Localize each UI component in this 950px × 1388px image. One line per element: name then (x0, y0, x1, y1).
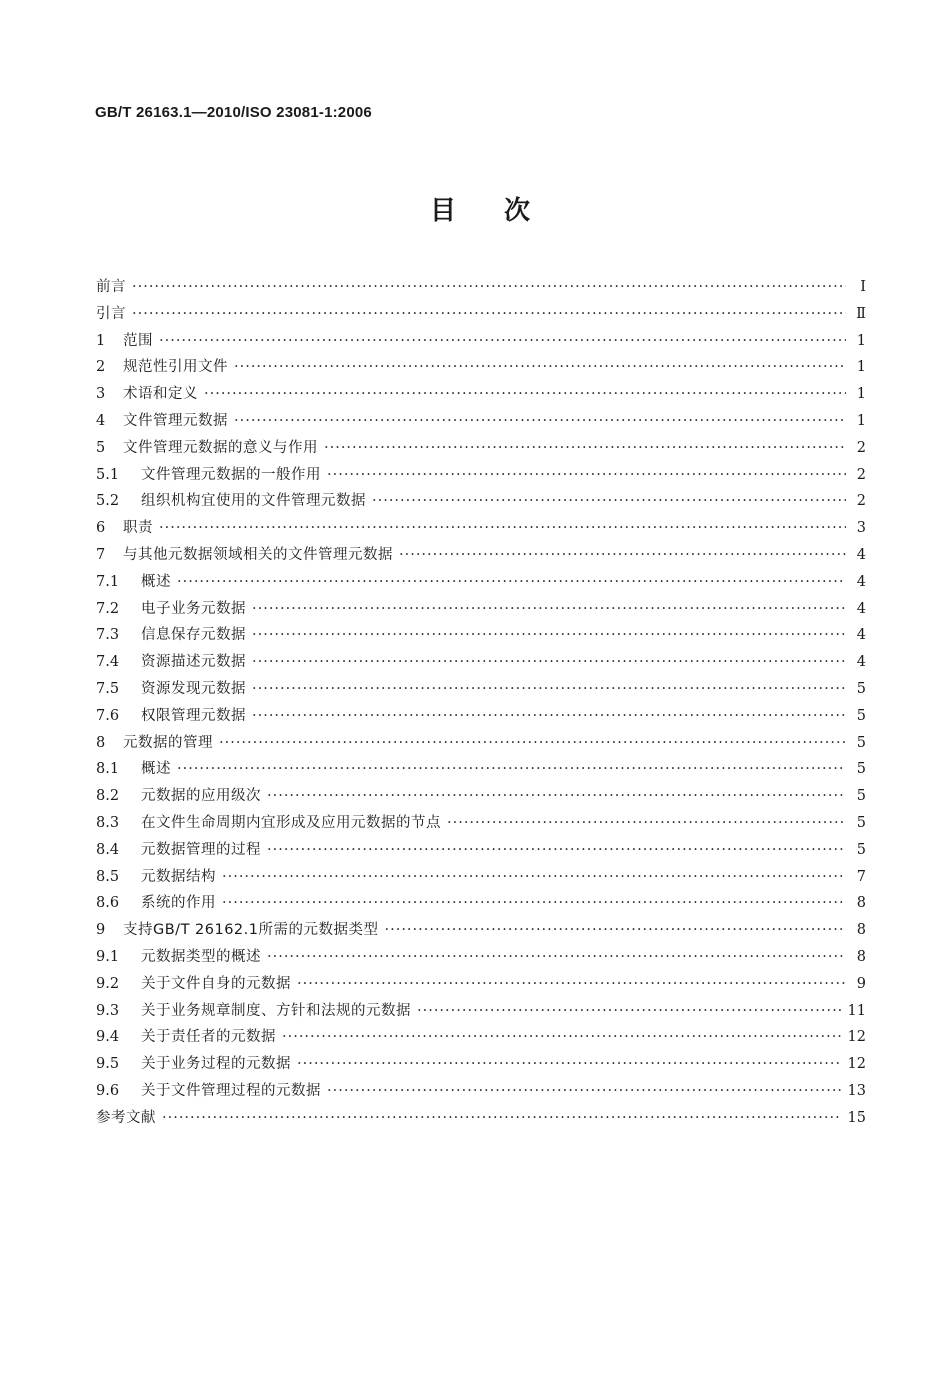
toc-entry-number: 8.5 (96, 868, 120, 885)
toc-entry-label: 资源描述元数据 (141, 654, 246, 671)
toc-entry-label: 概述 (141, 761, 171, 778)
toc-entry (96, 409, 866, 436)
toc-entry-number: 8.2 (96, 788, 120, 805)
toc-entry (96, 329, 866, 356)
toc-entry-page: 2 (856, 439, 866, 456)
toc-entry (96, 1025, 866, 1052)
toc-entry-page: 9 (856, 975, 866, 992)
toc-entry-label: 元数据类型的概述 (141, 948, 261, 965)
toc-entry-label: 术语和定义 (123, 386, 198, 403)
toc-entry (96, 489, 866, 516)
toc-entry-page: 2 (856, 466, 866, 483)
toc-entry (96, 623, 866, 650)
toc-entry-page: 5 (856, 680, 866, 697)
toc-entry-number: 5.2 (96, 493, 120, 510)
toc-entry (96, 516, 866, 543)
toc-leader-dots (324, 440, 846, 456)
toc-leader-dots (399, 547, 846, 563)
toc-leader-dots (385, 922, 847, 938)
toc-leader-dots (159, 333, 846, 349)
toc-entry-page: 4 (856, 627, 866, 644)
toc-entry-number: 8.6 (96, 895, 120, 912)
toc-entry-label: 元数据的管理 (123, 734, 213, 751)
toc-leader-dots (327, 1083, 842, 1099)
toc-entry-page: 11 (847, 1002, 866, 1019)
toc-entry-label: 关于业务过程的元数据 (141, 1056, 291, 1073)
toc-entry-label: 参考文献 (96, 1109, 156, 1126)
toc-entry (96, 677, 866, 704)
toc-leader-dots (219, 735, 846, 751)
toc-entry-number: 9.5 (96, 1056, 120, 1073)
toc-entry-number: 7 (96, 546, 106, 563)
toc-entry-label: 关于业务规章制度、方针和法规的元数据 (141, 1002, 411, 1019)
toc-entry-number: 7.1 (96, 573, 120, 590)
toc-entry-number: 8.4 (96, 841, 120, 858)
toc-entry-page: 5 (856, 761, 866, 778)
toc-entry-label: 职责 (123, 520, 153, 537)
toc-entry-number: 8 (96, 734, 106, 751)
toc-entry (96, 891, 866, 918)
toc-entry (96, 1079, 866, 1106)
toc-entry-number: 5.1 (96, 466, 120, 483)
toc-entry-page: Ⅰ (860, 279, 866, 295)
toc-entry-label: 关于责任者的元数据 (141, 1029, 276, 1046)
toc-entry-page: 4 (856, 654, 866, 671)
toc-leader-dots (252, 654, 846, 670)
toc-entry-label: 资源发现元数据 (141, 680, 246, 697)
toc-entry-page: 4 (856, 600, 866, 617)
toc-entry-number: 7.2 (96, 600, 120, 617)
toc-leader-dots (252, 627, 846, 643)
toc-entry-label: 范围 (123, 332, 153, 349)
toc-entry (96, 731, 866, 758)
toc-leader-dots (204, 386, 846, 402)
toc-entry-label: 文件管理元数据的一般作用 (141, 466, 321, 483)
toc-entry (96, 784, 866, 811)
toc-entry (96, 945, 866, 972)
toc-entry-page: 8 (856, 895, 866, 912)
toc-entry-number: 8.1 (96, 761, 120, 778)
toc-leader-dots (417, 1003, 842, 1019)
toc-leader-dots (132, 306, 846, 322)
toc-entry (96, 918, 866, 945)
toc-leader-dots (252, 681, 846, 697)
toc-entry (96, 650, 866, 677)
toc-leader-dots (162, 1110, 842, 1126)
toc-leader-dots (297, 1056, 842, 1072)
toc-entry-label: 规范性引用文件 (123, 359, 228, 376)
toc-entry-number: 9 (96, 922, 106, 939)
toc-entry-number: 6 (96, 520, 106, 537)
toc-entry-label: 关于文件自身的元数据 (141, 975, 291, 992)
toc-leader-dots (252, 708, 846, 724)
toc-entry-label: 元数据的应用级次 (141, 788, 261, 805)
toc-entry-page: 5 (856, 707, 866, 724)
toc-entry (96, 972, 866, 999)
toc-entry-label: 支持GB/T 26162.1所需的元数据类型 (123, 922, 379, 939)
toc-entry-label: 引言 (96, 305, 126, 322)
toc-entry-page: 2 (856, 493, 866, 510)
standard-number-header: GB/T 26163.1—2010/ISO 23081-1:2006 (95, 104, 372, 121)
toc-entry-page: 1 (856, 332, 866, 349)
toc-entry (96, 570, 866, 597)
toc-entry-label: 元数据管理的过程 (141, 841, 261, 858)
toc-entry-page: 5 (856, 814, 866, 831)
toc-entry-number: 9.2 (96, 975, 120, 992)
toc-entry-label: 在文件生命周期内宜形成及应用元数据的节点 (141, 814, 441, 831)
toc-entry-number: 2 (96, 359, 106, 376)
toc-entry-number: 9.3 (96, 1002, 120, 1019)
toc-entry-label: 文件管理元数据的意义与作用 (123, 439, 318, 456)
toc-entry-label: 电子业务元数据 (141, 600, 246, 617)
toc-entry-page: 1 (856, 386, 866, 403)
toc-leader-dots (222, 869, 846, 885)
toc-entry-label: 文件管理元数据 (123, 412, 228, 429)
toc-entry-label: 关于文件管理过程的元数据 (141, 1082, 321, 1099)
toc-entry-number: 7.5 (96, 680, 120, 697)
toc-entry-number: 7.3 (96, 627, 120, 644)
toc-entry-page: 8 (856, 948, 866, 965)
toc-entry-page: 8 (856, 922, 866, 939)
toc-entry-label: 元数据结构 (141, 868, 216, 885)
toc-entry (96, 838, 866, 865)
toc-leader-dots (267, 842, 846, 858)
toc-entry-label: 概述 (141, 573, 171, 590)
toc-entry (96, 1106, 866, 1133)
toc-leader-dots (159, 520, 846, 536)
toc-entry-number: 4 (96, 412, 106, 429)
toc-leader-dots (267, 788, 846, 804)
toc-leader-dots (234, 413, 846, 429)
toc-entry-page: 4 (856, 546, 866, 563)
toc-entry (96, 463, 866, 490)
toc-entry-page: 5 (856, 734, 866, 751)
toc-entry-number: 9.1 (96, 948, 120, 965)
toc-entry (96, 811, 866, 838)
toc-entry-label: 信息保存元数据 (141, 627, 246, 644)
toc-leader-dots (222, 895, 846, 911)
toc-entry-label: 权限管理元数据 (141, 707, 246, 724)
toc-entry-label: 与其他元数据领域相关的文件管理元数据 (123, 546, 393, 563)
toc-entry-page: 7 (856, 868, 866, 885)
toc-entry-label: 前言 (96, 279, 126, 295)
toc-entry-number: 9.6 (96, 1082, 120, 1099)
toc-leader-dots (282, 1029, 842, 1045)
toc-leader-dots (447, 815, 846, 831)
toc-entry (96, 275, 866, 302)
toc-entry (96, 999, 866, 1026)
toc-entry-page: 12 (847, 1029, 866, 1046)
toc-leader-dots (132, 279, 846, 295)
toc-entry-page: 1 (856, 359, 866, 376)
toc-leader-dots (297, 976, 846, 992)
toc-entry-page: 1 (856, 412, 866, 429)
toc-entry (96, 704, 866, 731)
toc-entry-page: 12 (847, 1056, 866, 1073)
toc-entry-number: 7.4 (96, 654, 120, 671)
toc-leader-dots (234, 359, 846, 375)
toc-entry-label: 组织机构宜使用的文件管理元数据 (141, 493, 366, 510)
toc-entry (96, 543, 866, 570)
toc-entry (96, 382, 866, 409)
toc-entry-number: 1 (96, 332, 106, 349)
toc-entry-page: 4 (856, 573, 866, 590)
table-of-contents (96, 275, 866, 1133)
toc-entry (96, 436, 866, 463)
toc-leader-dots (252, 601, 846, 617)
toc-entry (96, 865, 866, 892)
toc-entry-page: 3 (856, 520, 866, 537)
toc-leader-dots (177, 574, 846, 590)
toc-entry-page: Ⅱ (856, 305, 866, 322)
toc-entry (96, 757, 866, 784)
page-title: 目次 (429, 196, 578, 226)
toc-leader-dots (177, 761, 846, 777)
toc-entry-page: 15 (847, 1109, 866, 1126)
toc-leader-dots (327, 467, 846, 483)
toc-entry-number: 3 (96, 386, 106, 403)
toc-leader-dots (267, 949, 846, 965)
toc-entry-number: 5 (96, 439, 106, 456)
toc-leader-dots (372, 493, 846, 509)
toc-entry (96, 597, 866, 624)
toc-entry-number: 8.3 (96, 814, 120, 831)
toc-entry-page: 5 (856, 841, 866, 858)
toc-entry (96, 355, 866, 382)
toc-entry (96, 1052, 866, 1079)
toc-entry-page: 13 (847, 1082, 866, 1099)
toc-entry-label: 系统的作用 (141, 895, 216, 912)
toc-entry-number: 9.4 (96, 1029, 120, 1046)
toc-entry (96, 302, 866, 329)
toc-entry-page: 5 (856, 788, 866, 805)
toc-entry-number: 7.6 (96, 707, 120, 724)
